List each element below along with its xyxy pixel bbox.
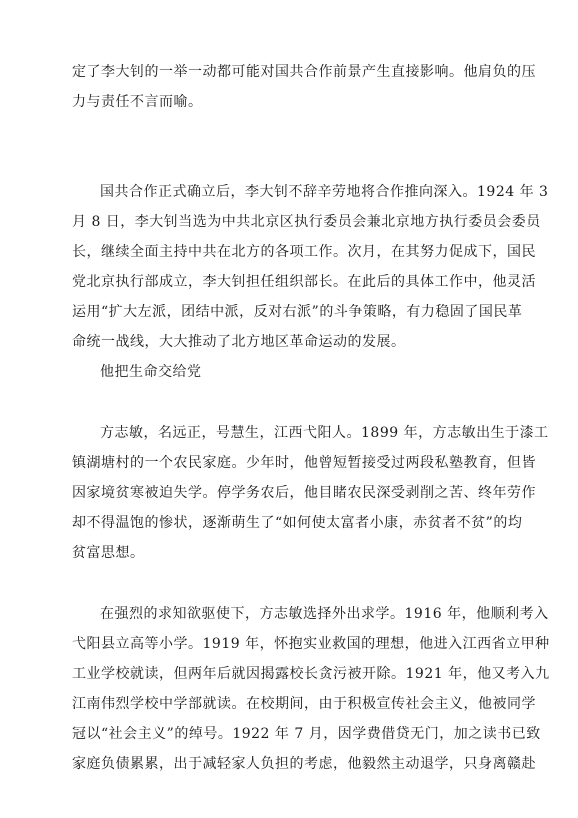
text-line: 定了李大钊的一举一动都可能对国共合作前景产生直接影响。他肩负的压 <box>72 64 536 80</box>
paragraph-continuation <box>72 57 536 117</box>
section-heading: 他把生命交给党 <box>100 364 202 380</box>
paragraph-fang-zhimin-intro <box>72 418 549 568</box>
text-line: 江南伟烈学校中学部就读。在校期间，由于积极宣传社会主义，他被同学 <box>72 696 536 712</box>
text-line: 运用“扩大左派，团结中派，反对右派”的斗争策略，有力稳固了国民革 <box>72 304 523 320</box>
text-line: 力与责任不言而喻。 <box>72 94 203 110</box>
text-line: 在强烈的求知欲驱使下，方志敏选择外出求学。1916 年，他顺利考入 <box>100 606 549 622</box>
text-line: 镇湖塘村的一个农民家庭。少年时，他曾短暂接受过两段私塾教育，但皆 <box>72 455 536 471</box>
text-line: 党北京执行部成立，李大钊担任组织部长。在此后的具体工作中，他灵活 <box>72 274 536 290</box>
text-line: 却不得温饱的惨状，逐渐萌生了“如何使太富者小康，赤贫者不贫”的均 <box>72 515 523 531</box>
text-line: 命统一战线，大大推动了北方地区革命运动的发展。 <box>72 334 406 350</box>
paragraph-cooperation <box>72 177 549 357</box>
paragraph-fang-zhimin-study <box>72 599 550 779</box>
text-line: 冠以“社会主义”的绰号。1922 年 7 月，因学费借贷无门，加之读书已致 <box>72 726 541 742</box>
text-line: 因家境贫寒被迫失学。停学务农后，他目睹农民深受剥削之苦、终年劳作 <box>72 485 536 501</box>
text-line: 弋阳县立高等小学。1919 年，怀抱实业救国的理想，他进入江西省立甲种 <box>72 636 550 652</box>
text-line: 长，继续全面主持中共在北方的各项工作。次月，在其努力促成下，国民 <box>72 244 536 260</box>
text-line: 家庭负债累累，出于减轻家人负担的考虑，他毅然主动退学，只身离赣赴 <box>72 756 536 772</box>
text-line: 国共合作正式确立后，李大钊不辞辛劳地将合作推向深入。1924 年 3 <box>100 184 549 200</box>
text-line: 方志敏，名远正，号慧生，江西弋阳人。1899 年，方志敏出生于漆工 <box>100 425 549 441</box>
text-line: 月 8 日，李大钊当选为中共北京区执行委员会兼北京地方执行委员会委员 <box>72 214 541 230</box>
text-line: 贫富思想。 <box>72 545 145 561</box>
text-line: 工业学校就读，但两年后就因揭露校长贪污被开除。1921 年，他又考入九 <box>72 666 550 682</box>
